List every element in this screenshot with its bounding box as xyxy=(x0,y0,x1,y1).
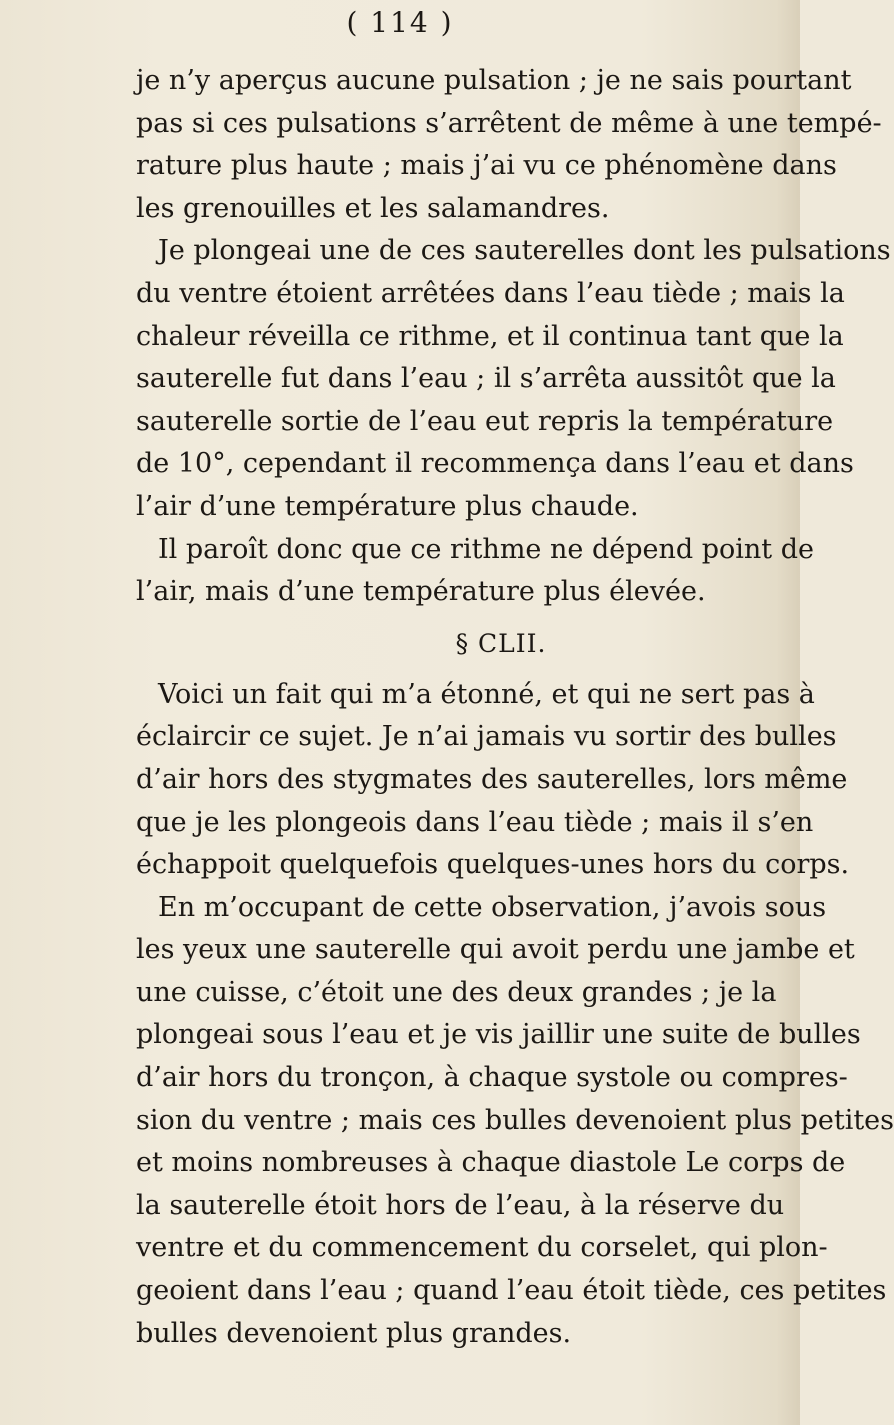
text-line: une cuisse, c’étoit une des deux grandes ; je la xyxy=(136,976,777,1008)
text-line: de 10°, cependant il recommença dans l’eau et dans xyxy=(136,448,854,480)
text-line: En m’occupant de cette observation, j’avois sous xyxy=(158,891,827,923)
text-line: ventre et du commencement du corselet, qui plon- xyxy=(136,1232,828,1264)
text-line: Il paroît donc que ce rithme ne dépend point de xyxy=(158,533,814,565)
text-line: sauterelle sortie de l’eau eut repris la température xyxy=(136,405,834,437)
text-line: la sauterelle étoit hors de l’eau, à la réserve du xyxy=(136,1189,785,1221)
text-line: l’air d’une température plus chaude. xyxy=(136,490,639,522)
text-line: plongeai sous l’eau et je vis jaillir une suite de bulles xyxy=(136,1019,861,1051)
page-number: ( 114 ) xyxy=(346,6,454,39)
text-line: sion du ventre ; mais ces bulles devenoient plus petites xyxy=(136,1104,894,1136)
text-line: l’air, mais d’une température plus élevée. xyxy=(136,576,706,608)
text-line: et moins nombreuses à chaque diastole Le corps de xyxy=(136,1147,846,1179)
text-line: chaleur réveilla ce rithme, et il continua tant que la xyxy=(136,320,844,352)
text-line: pas si ces pulsations s’arrêtent de même à une tempé- xyxy=(136,107,882,139)
page-body xyxy=(136,60,894,1355)
text-line: sauterelle fut dans l’eau ; il s’arrêta aussitôt que la xyxy=(136,363,836,395)
text-line: je n’y aperçus aucune pulsation ; je ne sais pourtant xyxy=(136,65,852,96)
text-line: bulles devenoient plus grandes. xyxy=(136,1317,572,1349)
section-heading: § CLII. xyxy=(455,628,547,658)
text-line: Je plongeai une de ces sauterelles dont les pulsations xyxy=(158,235,891,267)
text-line: du ventre étoient arrêtées dans l’eau tiède ; mais la xyxy=(136,277,845,309)
text-line: geoient dans l’eau ; quand l’eau étoit tiède, ces petites xyxy=(136,1275,887,1307)
text-line: éclaircir ce sujet. Je n’ai jamais vu sortir des bulles xyxy=(136,721,837,753)
text-line: les grenouilles et les salamandres. xyxy=(136,192,610,224)
text-line: d’air hors des stygmates des sauterelles, lors même xyxy=(136,763,848,795)
text-line: que je les plongeois dans l’eau tiède ; mais il s’en xyxy=(136,806,814,838)
text-line: d’air hors du tronçon, à chaque systole ou compres- xyxy=(136,1062,848,1094)
text-line: les yeux une sauterelle qui avoit perdu une jambe et xyxy=(136,934,855,966)
text-line: Voici un fait qui m’a étonné, et qui ne sert pas à xyxy=(158,678,815,710)
text-line: échappoit quelquefois quelques-unes hors du corps. xyxy=(136,849,850,881)
text-line: rature plus haute ; mais j’ai vu ce phénomène dans xyxy=(136,150,837,182)
